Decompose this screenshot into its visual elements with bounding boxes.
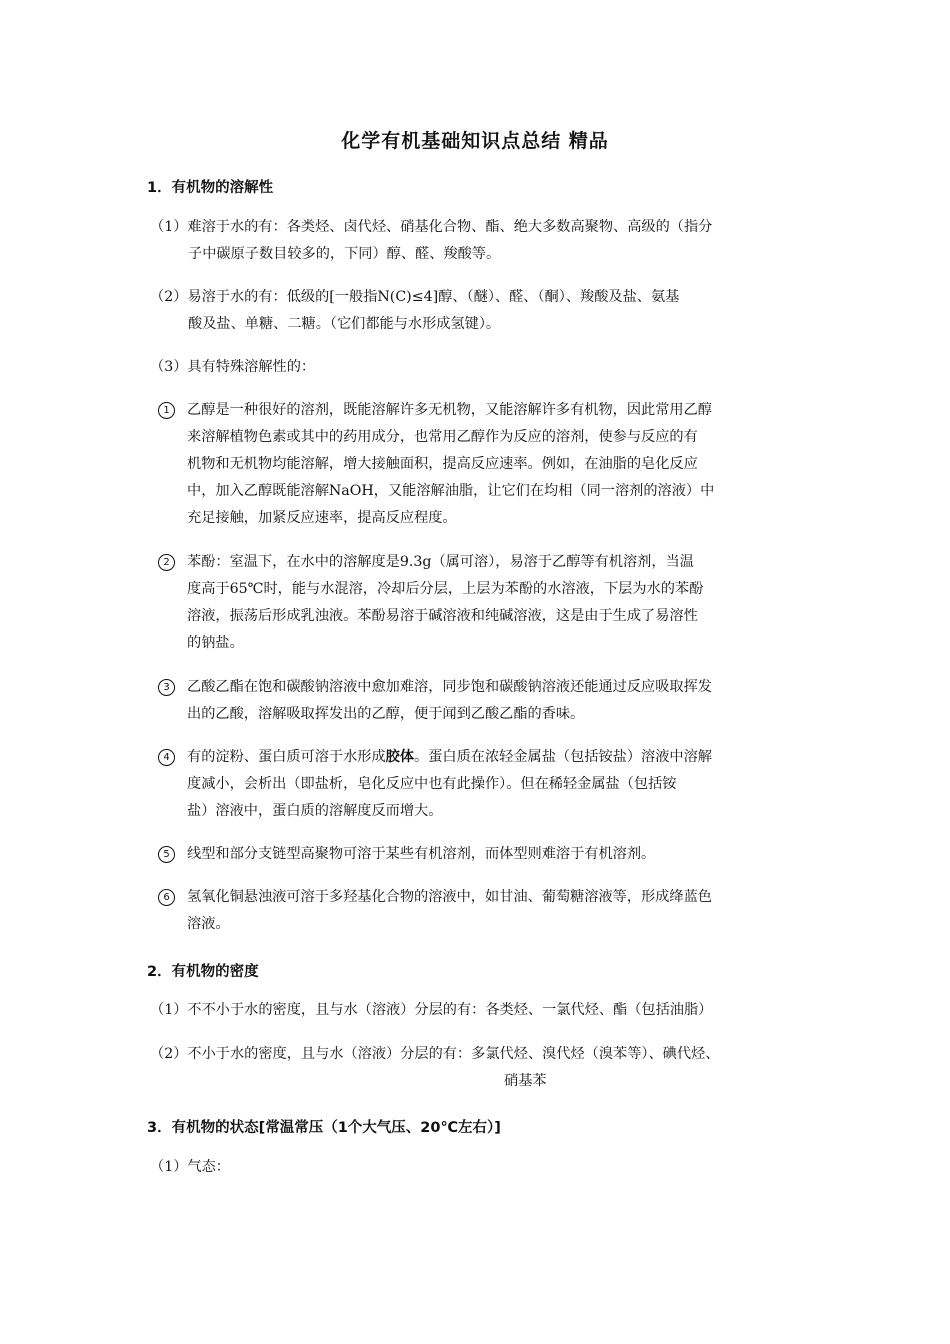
circled-number: 6 (158, 889, 175, 906)
list-item-protein (158, 744, 712, 825)
paragraph-line: （1）不不小于水的密度，且与水（溶液）分层的有：各类烃、一氯代烃、酯（包括油脂） (150, 1002, 713, 1018)
paragraph-line: （2）不小于水的密度，且与水（溶液）分层的有：多氯代烃、溴代烃（溴苯等）、碘代烃、 (150, 1046, 720, 1062)
text-run: 。蛋白质在浓轻金属盐（包括铵盐）溶液中溶解 (414, 749, 712, 765)
paragraph-line: 度高于65℃时，能与水混溶，冷却后分层，上层为苯酚的水溶液，下层为水的苯酚 (187, 581, 704, 597)
circled-number: 5 (158, 846, 175, 863)
paragraph-line: 乙酸乙酯在饱和碳酸钠溶液中愈加难溶，同步饱和碳酸钠溶液还能通过反应吸取挥发 (187, 679, 712, 695)
paragraph-heavier-than-water (150, 1041, 719, 1068)
paragraph-line: 线型和部分支链型高聚物可溶于某些有机溶剂，而体型则难溶于有机溶剂。 (187, 846, 656, 862)
paragraph-line: 的钠盐。 (187, 635, 244, 651)
paragraph-line: 溶液，振荡后形成乳浊液。苯酚易溶于碱溶液和纯碱溶液，这是由于生成了易溶性 (187, 608, 698, 624)
list-item-ethyl-acetate (158, 674, 712, 728)
document-title: 化学有机基础知识点总结 精品 (341, 130, 609, 152)
paragraph-line: 中，加入乙醇既能溶解NaOH，又能溶解油脂，让它们在均相（同一溶剂的溶液）中 (187, 483, 715, 499)
circled-number: 1 (158, 402, 175, 419)
paragraph-line: 子中碳原子数目较多的，下同）醇、醛、羧酸等。 (188, 246, 501, 262)
paragraph-line: 氢氧化铜悬浊液可溶于多羟基化合物的溶液中，如甘油、葡萄糖溶液等，形成绛蓝色 (187, 889, 712, 905)
paragraph-line: 来溶解植物色素或其中的药用成分，也常用乙醇作为反应的溶剂，使参与反应的有 (187, 429, 698, 445)
circled-number: 3 (158, 679, 175, 696)
emphasized-term: 胶体 (385, 749, 415, 765)
paragraph-line: 度减小，会析出（即盐析，皂化反应中也有此操作）。但在稀轻金属盐（包括铵 (187, 776, 677, 792)
paragraph-line: 出的乙酸，溶解吸取挥发出的乙醇，便于闻到乙酸乙酯的香味。 (187, 706, 585, 722)
section-heading-state: 3．有机物的状态[常温常压（1个大气压、20℃左右）] (147, 1120, 501, 1136)
section-heading-density: 2．有机物的密度 (147, 964, 259, 980)
paragraph-line: 充足接触，加紧反应速率，提高反应程度。 (187, 510, 457, 526)
paragraph-line: （1）难溶于水的有：各类烃、卤代烃、硝基化合物、酯、绝大多数高聚物、高级的（指分 (150, 219, 713, 235)
list-item-ethanol (158, 397, 714, 532)
paragraph-line: 机物和无机物均能溶解，增大接触面积，提高反应速率。例如，在油脂的皂化反应 (187, 456, 698, 472)
paragraph-continuation: 硝基苯 (504, 1073, 547, 1089)
paragraph-insoluble (150, 214, 712, 268)
paragraph-special (150, 354, 315, 381)
paragraph-gaseous (150, 1154, 230, 1181)
list-item-phenol (158, 549, 703, 657)
text-run: 有的淀粉、蛋白质可溶于水形成 (187, 749, 386, 765)
paragraph-soluble (150, 284, 679, 338)
paragraph-line: 乙醇是一种很好的溶剂，既能溶解许多无机物，又能溶解许多有机物，因此常用乙醇 (187, 402, 712, 418)
circled-number: 2 (158, 554, 175, 571)
section-heading-solubility: 1．有机物的溶解性 (147, 180, 274, 196)
paragraph-line: （3）具有特殊溶解性的： (150, 359, 316, 375)
paragraph-line: 盐）溶液中，蛋白质的溶解度反而增大。 (187, 803, 443, 819)
list-item-polymer (158, 841, 655, 868)
paragraph-line: 溶液。 (187, 916, 230, 932)
circled-number: 4 (158, 749, 175, 766)
paragraph-line: 酸及盐、单糖、二糖。（它们都能与水形成氢键）。 (188, 316, 501, 332)
paragraph-line: （2）易溶于水的有：低级的[一般指N(C)≤4]醇、（醚）、醛、（酮）、羧酸及盐、氨基 (150, 289, 680, 305)
list-item-copper-hydroxide (158, 884, 712, 938)
paragraph-line: 苯酚：室温下，在水中的溶解度是9.3g（属可溶），易溶于乙醇等有机溶剂，当温 (187, 554, 694, 570)
paragraph-line: （1）气态： (150, 1159, 230, 1175)
paragraph-lighter-than-water (150, 997, 712, 1024)
